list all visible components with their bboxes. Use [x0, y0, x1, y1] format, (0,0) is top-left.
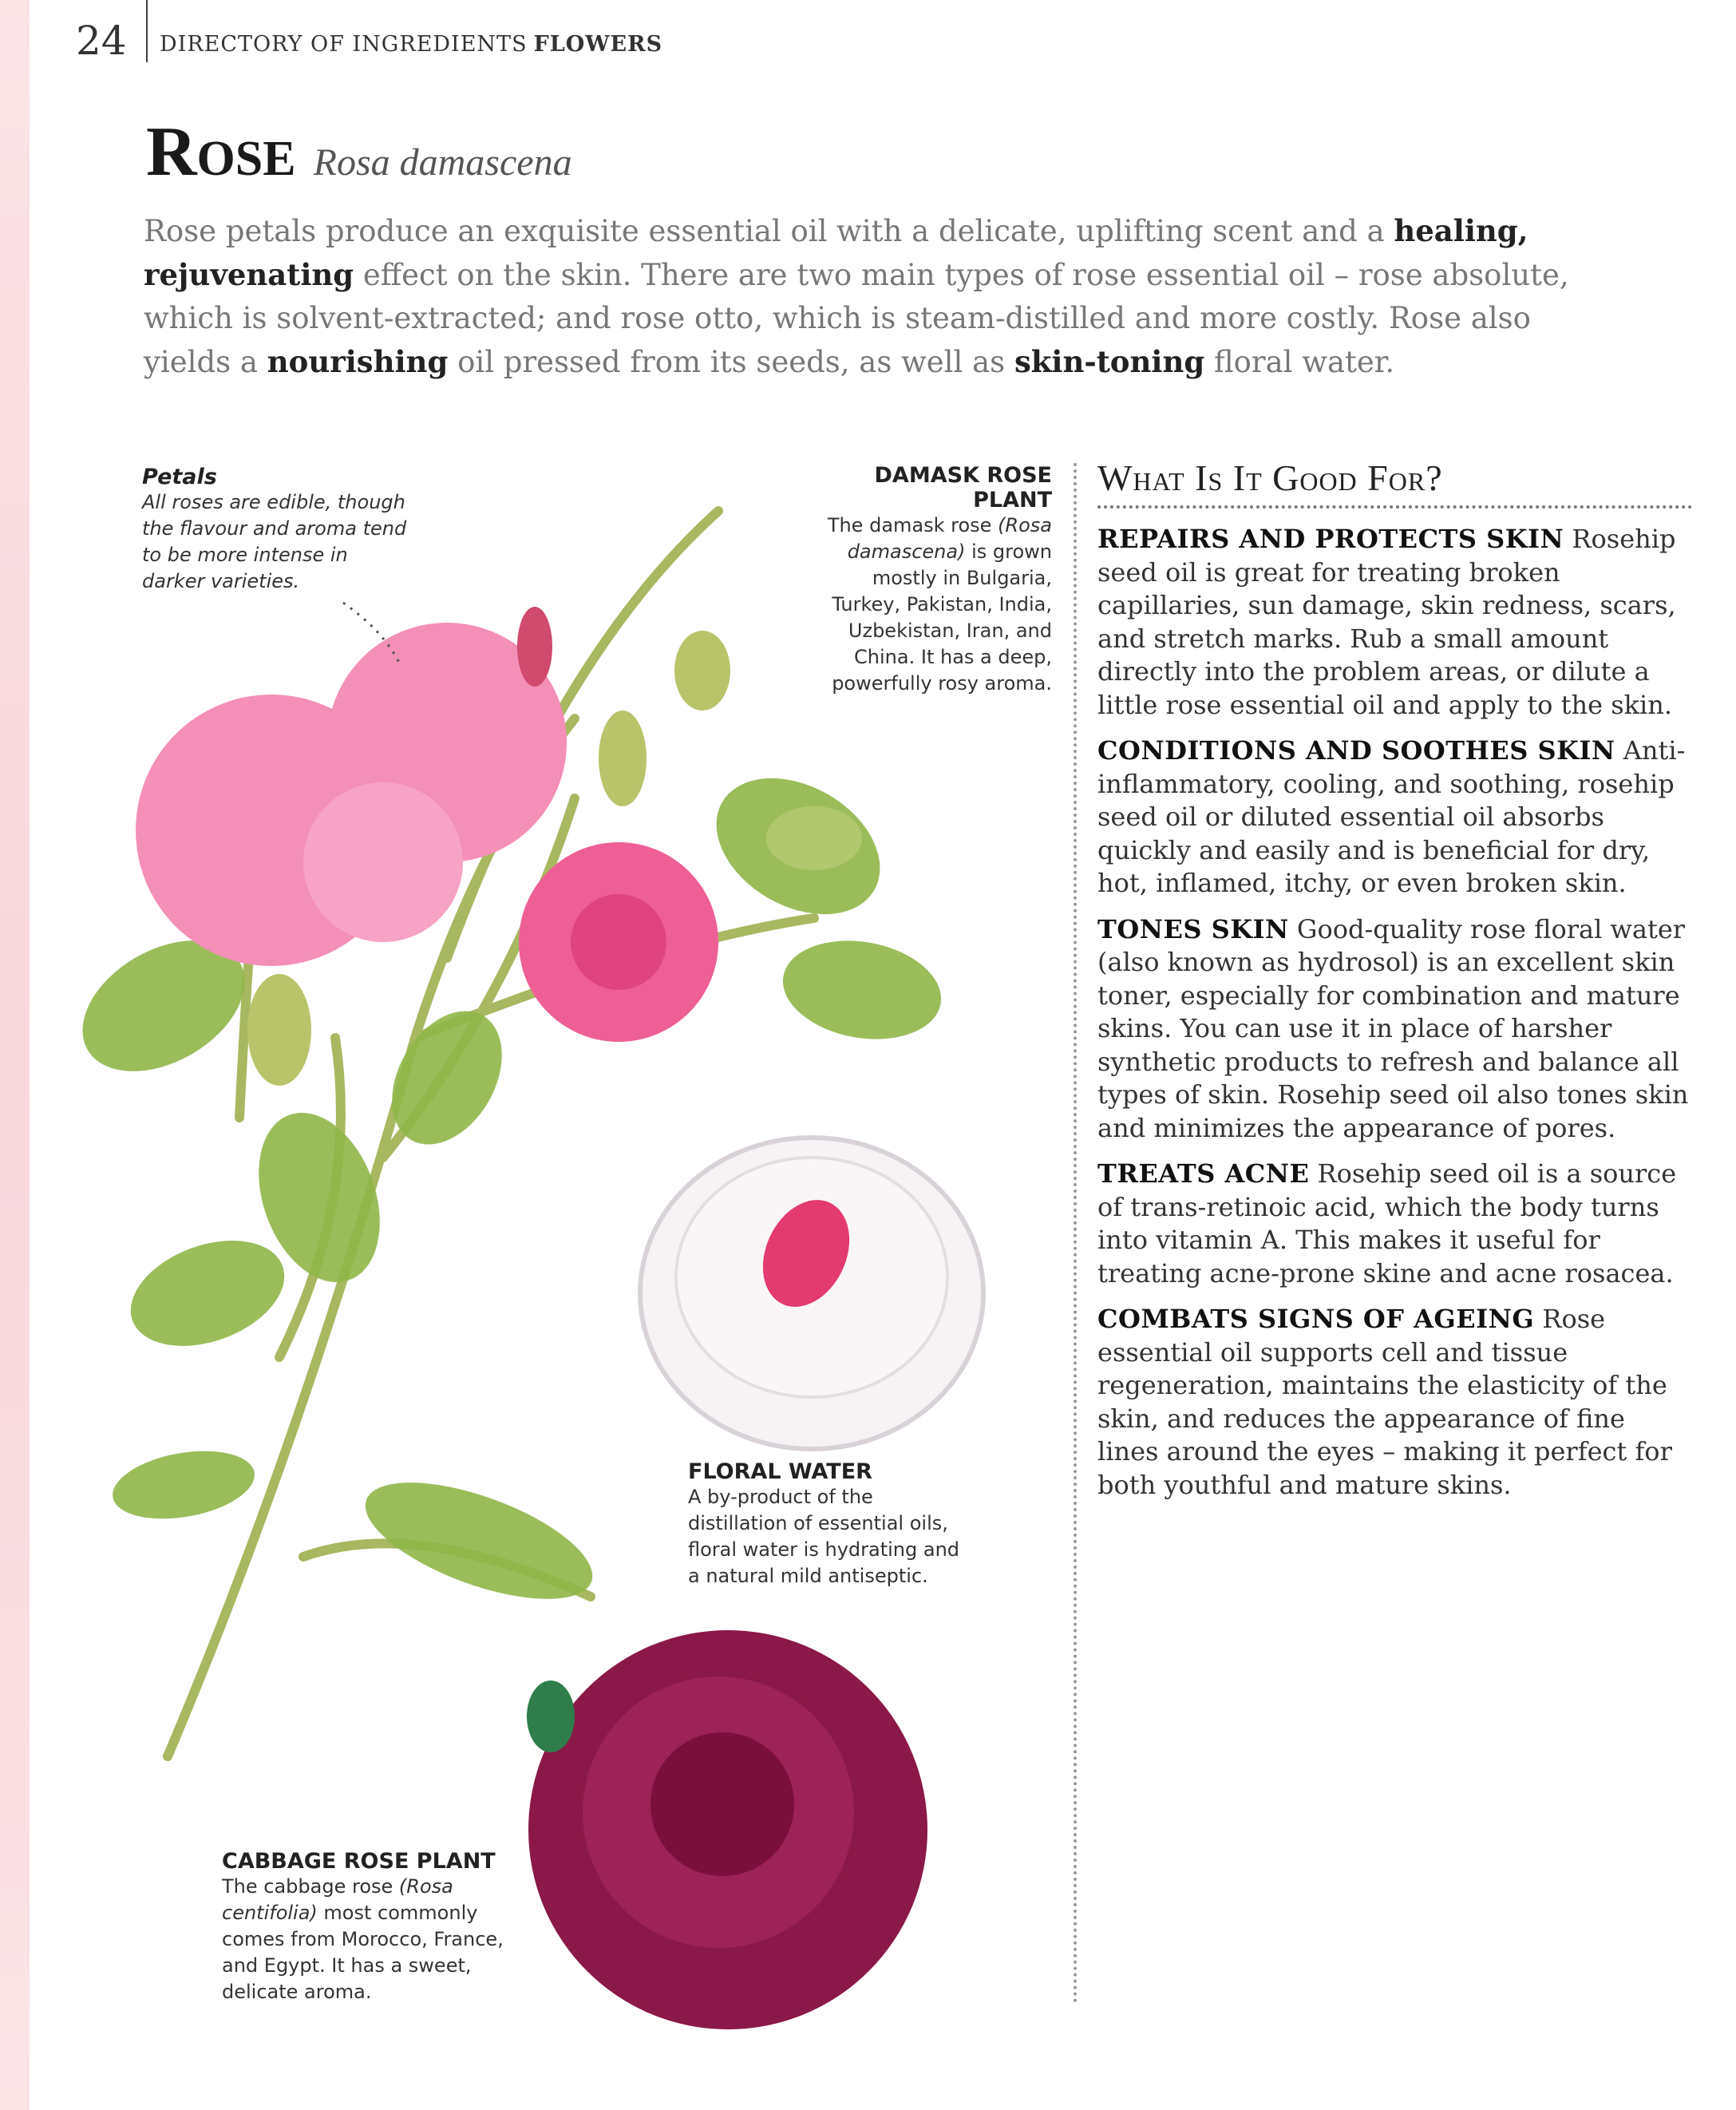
- benefit-item: [1097, 1158, 1692, 1290]
- caption-text-part: The cabbage rose: [222, 1875, 399, 1898]
- caption-heading: DAMASK ROSE PLANT: [874, 463, 1052, 513]
- benefit-text: Anti-inflammatory, cooling, and soothing, rosehip seed oil or diluted essential oil absorbs quickly and easily and is beneficial for dry, hot, inflamed, itchy, or even broken skin.: [1097, 735, 1686, 898]
- benefit-title: TONES SKIN: [1097, 913, 1289, 944]
- caption-heading: Petals: [142, 465, 217, 489]
- cabbage-rose-image: [527, 1630, 927, 2029]
- caption-petals: [142, 465, 413, 595]
- caption-text: All roses are edible, though the flavour and aroma tend to be more intense in darker varieties.: [142, 491, 407, 592]
- intro-emphasis: nourishing: [267, 344, 449, 379]
- caption-text: [222, 1874, 509, 2005]
- benefit-title: TREATS ACNE: [1097, 1158, 1310, 1189]
- benefit-item: [1097, 1303, 1692, 1502]
- benefit-text: Rosehip seed oil is great for treating broken capillaries, sun damage, skin redness, scars, and stretch marks. Rub a small amount directly into the problem areas, or dilute a little rose essential oil and apply to the skin.: [1097, 524, 1676, 720]
- benefit-title: COMBATS SIGNS OF AGEING: [1097, 1304, 1535, 1334]
- intro-text: Rose petals produce an exquisite essential oil with a delicate, uplifting scent and a: [144, 214, 1394, 248]
- caption-heading: FLORAL WATER: [688, 1459, 872, 1484]
- ingredient-name: Rose: [146, 113, 296, 191]
- caption-text-part: The damask rose: [827, 514, 998, 536]
- caption-text-part: most commonly comes from Morocco, France, and Egypt. It has a sweet, delicate aroma.: [222, 1902, 504, 2003]
- scientific-name: Rosa damascena: [313, 141, 572, 184]
- caption-text: [798, 513, 1052, 697]
- caption-cabbage-rose: [222, 1849, 509, 2005]
- benefit-title: CONDITIONS AND SOOTHES SKIN: [1097, 735, 1615, 766]
- intro-text: oil pressed from its seeds, as well as: [448, 345, 1014, 379]
- benefit-item: [1097, 734, 1692, 901]
- benefit-title: REPAIRS AND PROTECTS SKIN: [1097, 524, 1564, 554]
- benefit-text: Good-quality rose floral water (also known as hydrosol) is an excellent skin toner, especially for combination and mature skins. You can use it in place of harsher synthetic products to refresh and balance all types of skin. Rosehip seed oil also tones skin and minimizes the appearance of pores.: [1097, 913, 1689, 1143]
- benefits-list: [1097, 523, 1692, 1502]
- column-divider: [1074, 463, 1077, 2004]
- page-number: 24: [76, 18, 127, 64]
- caption-species: (Rosa centifolia): [222, 1875, 453, 1924]
- benefit-text: Rose essential oil supports cell and tissue regeneration, maintains the elasticity of the skin, and reduces the appearance of fine lines around the eyes – making it perfect for both youthful and mature skins.: [1097, 1304, 1672, 1500]
- heading-dotted-rule: [1097, 505, 1692, 509]
- subsection-label: FLOWERS: [533, 32, 663, 57]
- caption-species: (Rosa damascena): [847, 514, 1052, 563]
- caption-heading: CABBAGE ROSE PLANT: [222, 1849, 496, 1874]
- floral-water-bowl-image: [640, 1138, 983, 1449]
- intro-text: floral water.: [1204, 345, 1395, 379]
- benefit-item: [1097, 523, 1692, 722]
- benefit-text: Rosehip seed oil is a source of trans-retinoic acid, which the body turns into vitamin A. This makes it useful for treating acne-prone skine and acne rosacea.: [1097, 1158, 1677, 1289]
- caption-text-part: is grown mostly in Bulgaria, Turkey, Pakistan, India, Uzbekistan, Iran, and China. It has a deep, powerfully rosy aroma.: [832, 540, 1052, 695]
- section-label: DIRECTORY OF INGREDIENTS: [160, 32, 528, 57]
- intro-emphasis: skin-toning: [1014, 344, 1205, 379]
- benefit-item: [1097, 913, 1692, 1146]
- intro-text: effect on the skin. There are two main types of rose essential oil – rose absolute, which is solvent-extracted; and rose otto, which is steam-distilled and more costly. Rose also yields a: [144, 258, 1569, 379]
- caption-text: A by-product of the distillation of essential oils, floral water is hydrating and a natural mild antiseptic.: [688, 1486, 960, 1587]
- caption-damask-rose: [798, 463, 1052, 697]
- caption-floral-water: [688, 1459, 959, 1589]
- intro-emphasis: healing, rejuvenating: [144, 213, 1528, 292]
- benefits-heading: What Is It Good For?: [1097, 457, 1443, 498]
- benefits-column: [1097, 457, 1692, 1514]
